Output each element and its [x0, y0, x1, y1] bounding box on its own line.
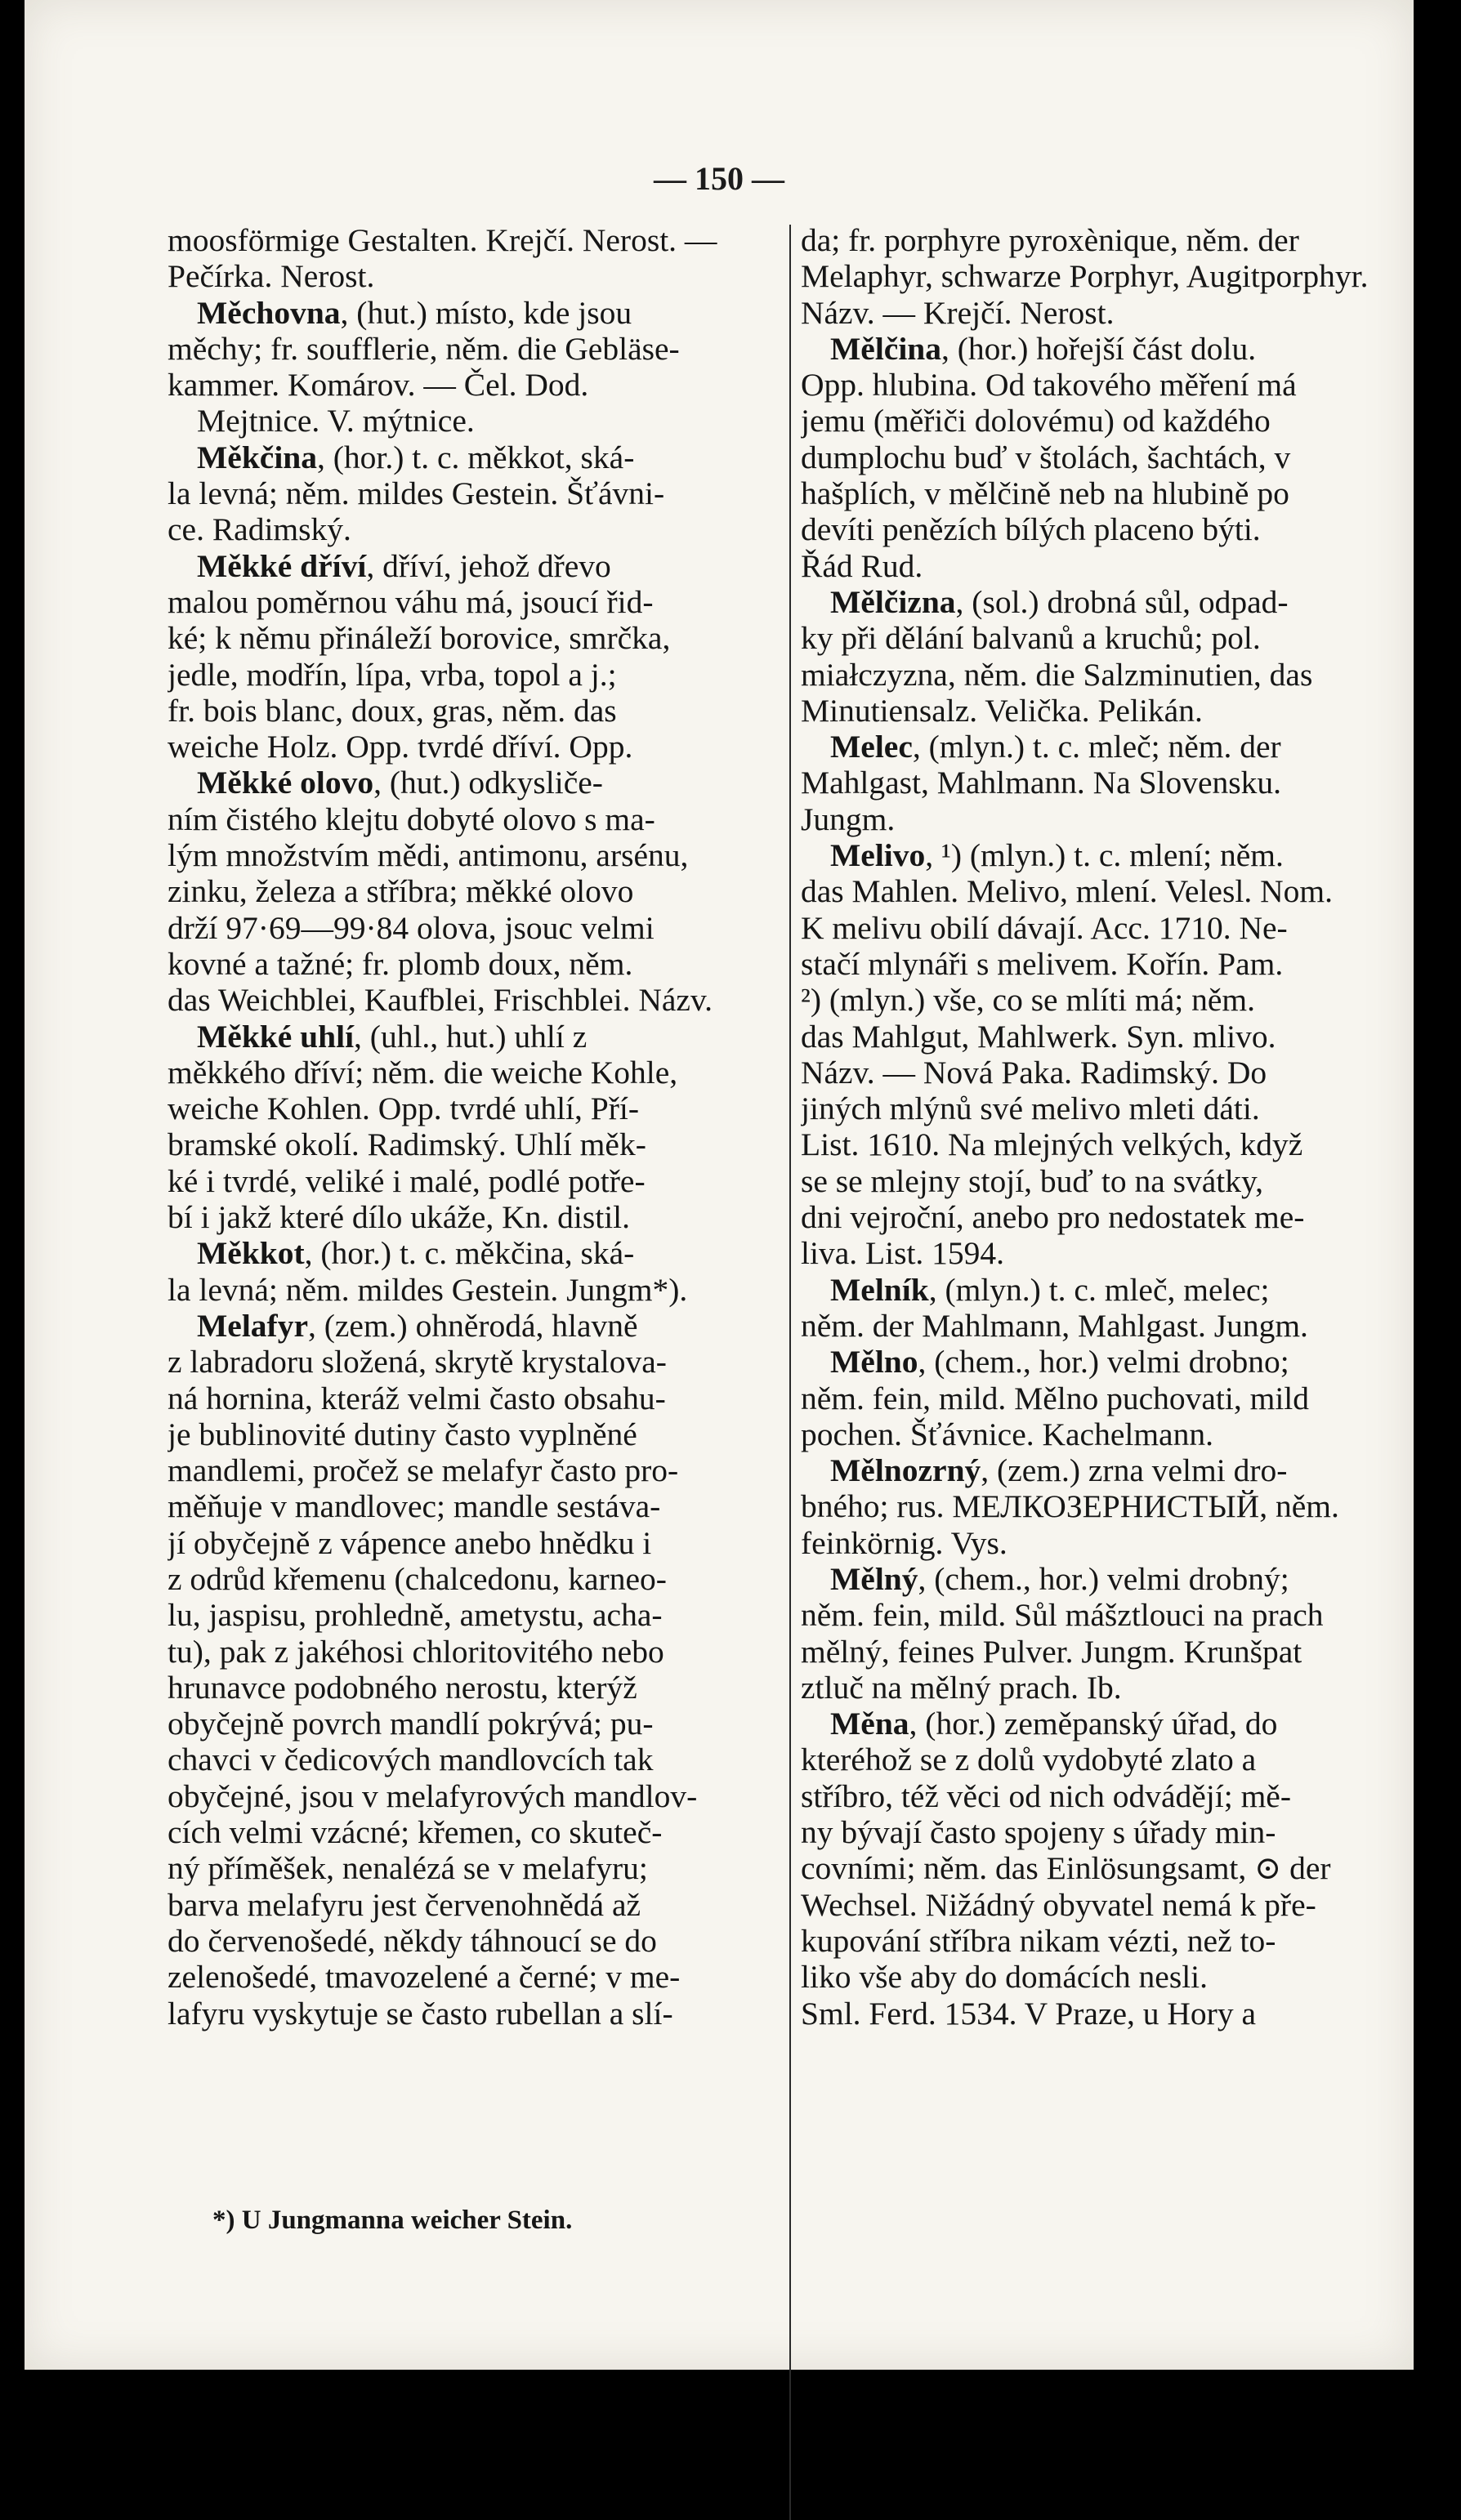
text-line: Minutiensalz. Velička. Pelikán.	[801, 692, 1203, 729]
text-line: měchy; fr. soufflerie, něm. die Gebläse-	[168, 330, 680, 367]
text-line: měňuje v mandlovec; mandle sestáva-	[168, 1488, 661, 1525]
text-line: ké i tvrdé, veliké i malé, podlé potře-	[168, 1162, 646, 1199]
entry-headline: Mělčina, (hor.) hořejší část dolu.	[830, 330, 1257, 367]
text-line: ním čistého klejtu dobyté olovo s ma-	[168, 801, 655, 837]
text-line: obyčejné, jsou v melafyrových mandlov-	[168, 1777, 698, 1814]
text-line: chavci v čedicových mandlovcích tak	[168, 1742, 654, 1778]
text-line: obyčejně povrch mandlí pokrývá; pu-	[168, 1706, 654, 1742]
text-line: liva. List. 1594.	[801, 1235, 1005, 1272]
text-line: Opp. hlubina. Od takového měření má	[801, 367, 1297, 404]
text-line: das Weichblei, Kaufblei, Frischblei. Názv.	[168, 982, 713, 1019]
text-line: malou poměrnou váhu má, jsoucí řid-	[168, 583, 654, 620]
text-line: devíti penězích bílých placeno býti.	[801, 511, 1261, 548]
entry-headline: Měna, (hor.) zeměpanský úřad, do	[830, 1706, 1278, 1742]
text-line: ná hornina, kteráž velmi často obsahu-	[168, 1380, 666, 1416]
entry-headline: Měkčina, (hor.) t. c. měkkot, ská-	[197, 439, 635, 475]
text-line: bramské okolí. Radimský. Uhlí měk-	[168, 1126, 646, 1163]
text-line: zelenošedé, tmavozelené a černé; v me-	[168, 1959, 681, 1996]
text-line: dni vejroční, anebo pro nedostatek me-	[801, 1199, 1305, 1236]
text-line: mělný, feines Pulver. Jungm. Krunšpat	[801, 1633, 1302, 1670]
text-line: Mahlgast, Mahlmann. Na Slovensku.	[801, 765, 1282, 801]
text-line: mandlemi, pročež se melafyr často pro-	[168, 1452, 679, 1489]
text-line: Názv. — Nová Paka. Radimský. Do	[801, 1054, 1267, 1091]
text-line: covními; něm. das Einlösungsamt, ⊙ der	[801, 1850, 1331, 1887]
right-column	[801, 222, 1412, 2032]
text-line: z labradoru složená, skrytě krystalova-	[168, 1344, 667, 1380]
text-line: ztluč na mělný prach. Ib.	[801, 1669, 1122, 1706]
text-line: ce. Radimský.	[168, 511, 351, 548]
text-line: das Mahlen. Melivo, mlení. Velesl. Nom.	[801, 873, 1333, 910]
text-line: stříbro, též věci od nich odvádějí; mě-	[801, 1777, 1291, 1814]
entry-headline: Měchovna, (hut.) místo, kde jsou	[197, 294, 632, 331]
text-line: hrunavce podobného nerostu, kterýž	[168, 1669, 637, 1706]
text-line: ky při dělání balvanů a kruchů; pol.	[801, 620, 1261, 657]
entry-headline: Melafyr, (zem.) ohněrodá, hlavně	[197, 1307, 638, 1344]
entry-headline: Melník, (mlyn.) t. c. mleč, melec;	[830, 1271, 1270, 1308]
text-line: tu), pak z jakéhosi chloritovitého nebo	[168, 1633, 664, 1670]
text-line: miałczyzna, něm. die Salzminutien, das	[801, 656, 1313, 693]
entry-headline: Mělčizna, (sol.) drobná sůl, odpad-	[830, 583, 1289, 620]
text-line: lým množstvím mědi, antimonu, arsénu,	[168, 837, 689, 874]
text-line: feinkörnig. Vys.	[801, 1524, 1008, 1561]
text-line: fr. bois blanc, doux, gras, něm. das	[168, 692, 617, 729]
text-line: něm. fein, mild. Sůl mášztlouci na prach	[801, 1597, 1324, 1634]
text-line: drží 97·69—99·84 olova, jsouc velmi	[168, 909, 655, 946]
text-line: liko vše aby do domácích nesli.	[801, 1959, 1209, 1996]
text-line: Názv. — Krejčí. Nerost.	[801, 294, 1115, 331]
book-page	[25, 0, 1414, 2370]
text-line: pochen. Šťávnice. Kachelmann.	[801, 1416, 1213, 1452]
entry-headline: Měkkot, (hor.) t. c. měkčina, ská-	[197, 1235, 635, 1272]
entry-headline: Měkké dříví, dříví, jehož dřevo	[197, 547, 611, 584]
entry-headline: Mělno, (chem., hor.) velmi drobno;	[830, 1344, 1289, 1380]
text-line: dumplochu buď v štolách, šachtách, v	[801, 439, 1291, 475]
text-line: weiche Kohlen. Opp. tvrdé uhlí, Pří-	[168, 1091, 640, 1127]
text-line: je bublinovité dutiny často vyplněné	[168, 1416, 637, 1452]
text-line: la levná; něm. mildes Gestein. Šťávni-	[168, 475, 665, 512]
text-line: kammer. Komárov. — Čel. Dod.	[168, 367, 589, 404]
text-line: ný příměšek, nenalézá se v melafyru;	[168, 1850, 648, 1887]
text-line: bí i jakž které dílo ukáže, Kn. distil.	[168, 1199, 631, 1236]
text-line: jí obyčejně z vápence anebo hnědku i	[168, 1524, 652, 1561]
text-line: něm. der Mahlmann, Mahlgast. Jungm.	[801, 1307, 1308, 1344]
text-line: jiných mlýnů své melivo mleti dáti.	[801, 1091, 1260, 1127]
text-line: do červenošedé, někdy táhnoucí se do	[168, 1922, 657, 1959]
text-line: z odrůd křemenu (chalcedonu, karneo-	[168, 1560, 667, 1597]
text-line: se se mlejny stojí, buď to na svátky,	[801, 1162, 1264, 1199]
text-line: měkkého dříví; něm. die weiche Kohle,	[168, 1054, 678, 1091]
text-line: jedle, modřín, lípa, vrba, topol a j.;	[168, 656, 617, 693]
text-line: lafyru vyskytuje se často rubellan a slí-	[168, 1995, 673, 2032]
entry-headline: Mejtnice. V. mýtnice.	[197, 403, 475, 439]
entry-headline: Melivo, ¹) (mlyn.) t. c. mlení; něm.	[830, 837, 1284, 874]
entry-headline: Melec, (mlyn.) t. c. mleč; něm. der	[830, 729, 1281, 765]
text-line: ²) (mlyn.) vše, co se mlíti má; něm.	[801, 982, 1255, 1019]
entry-headline: Mělný, (chem., hor.) velmi drobný;	[830, 1560, 1289, 1597]
text-line: něm. fein, mild. Mělno puchovati, mild	[801, 1380, 1310, 1416]
text-line: Pečírka. Nerost.	[168, 258, 375, 295]
text-line: weiche Holz. Opp. tvrdé dříví. Opp.	[168, 729, 633, 765]
text-line: stačí mlynáři s melivem. Kořín. Pam.	[801, 945, 1284, 982]
text-line: kovné a tažné; fr. plomb doux, něm.	[168, 945, 633, 982]
left-column	[168, 222, 779, 2032]
text-line: da; fr. porphyre pyroxènique, něm. der	[801, 222, 1299, 258]
text-line: kupování stříbra nikam vézti, než to-	[801, 1922, 1276, 1959]
text-line: List. 1610. Na mlejných velkých, když	[801, 1126, 1303, 1163]
text-line: Sml. Ferd. 1534. V Praze, u Hory a	[801, 1995, 1256, 2032]
text-line: barva melafyru jest červenohnědá až	[168, 1886, 641, 1923]
column-divider	[789, 225, 791, 2520]
text-line: cích velmi vzácné; křemen, co skuteč-	[168, 1814, 663, 1851]
text-line: zinku, železa a stříbra; měkké olovo	[168, 873, 634, 910]
text-line: moosförmige Gestalten. Krejčí. Nerost. —	[168, 222, 717, 258]
page-number: — 150 —	[654, 160, 784, 197]
text-line: Wechsel. Nižádný obyvatel nemá k pře-	[801, 1886, 1316, 1923]
entry-headline: Měkké olovo, (hut.) odkysliče-	[197, 765, 603, 801]
text-line: lu, jaspisu, prohledně, ametystu, acha-	[168, 1597, 663, 1634]
entry-headline: Měkké uhlí, (uhl., hut.) uhlí z	[197, 1018, 588, 1055]
text-line: la levná; něm. mildes Gestein. Jungm*).	[168, 1271, 688, 1308]
text-line: Jungm.	[801, 801, 896, 837]
text-line: das Mahlgut, Mahlwerk. Syn. mlivo.	[801, 1018, 1276, 1055]
text-line: jemu (měřiči dolovému) od každého	[801, 403, 1271, 439]
text-line: Melaphyr, schwarze Porphyr, Augitporphyr.	[801, 258, 1369, 295]
text-line: hašplích, v mělčině neb na hlubině po	[801, 475, 1289, 512]
text-line: Řád Rud.	[801, 547, 923, 584]
text-line: K melivu obilí dávají. Acc. 1710. Ne-	[801, 909, 1288, 946]
text-line: bného; rus. МЕЛКОЗЕРНИСТЫЙ, něm.	[801, 1488, 1339, 1525]
entry-headline: Mělnozrný, (zem.) zrna velmi dro-	[830, 1452, 1288, 1489]
text-line: ké; k němu přináleží borovice, smrčka,	[168, 620, 671, 657]
footnote: *) U Jungmanna weicher Stein.	[212, 2206, 573, 2235]
text-line: kteréhož se z dolů vydobyté zlato a	[801, 1742, 1257, 1778]
text-line: ny bývají často spojeny s úřady min-	[801, 1814, 1276, 1851]
